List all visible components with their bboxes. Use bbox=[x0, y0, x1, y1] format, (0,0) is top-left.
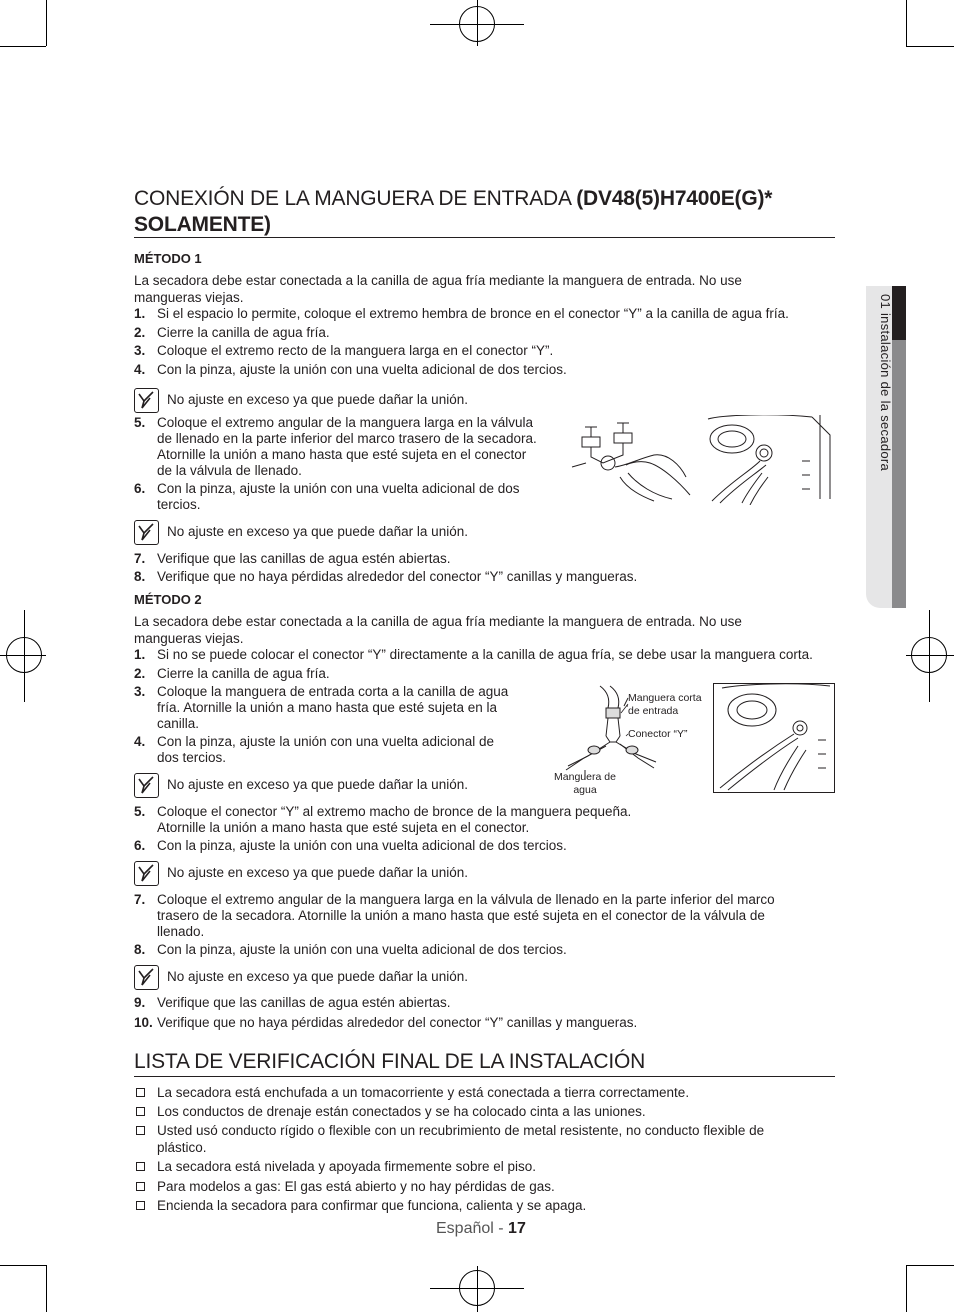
section-rule bbox=[134, 237, 835, 238]
caution-pencil-icon bbox=[134, 388, 159, 413]
side-tab-bar bbox=[892, 340, 906, 608]
crop-mark bbox=[46, 1265, 47, 1312]
page-number: Español - 17 bbox=[436, 1220, 526, 1237]
caution-pencil-icon bbox=[134, 773, 159, 798]
section-title-model: (DV48(5)H7400E(G)* bbox=[576, 187, 773, 210]
side-tab-marker bbox=[892, 286, 906, 340]
caution-pencil-icon bbox=[134, 520, 159, 545]
label-water-hose: Manguera de agua bbox=[554, 771, 616, 796]
label-short-hose: Manguera corta de entrada bbox=[628, 692, 702, 717]
checkbox-icon bbox=[136, 1201, 145, 1210]
checkbox-icon bbox=[136, 1182, 145, 1191]
side-tab-label: 01 instalación de la secadora bbox=[878, 294, 893, 472]
checkbox-icon bbox=[136, 1162, 145, 1171]
caution-pencil-icon bbox=[134, 965, 159, 990]
section-title bbox=[134, 186, 772, 212]
crop-mark bbox=[906, 1265, 907, 1312]
section-title-line2: SOLAMENTE) bbox=[134, 213, 271, 236]
label-y-connector: Conector “Y” bbox=[628, 728, 688, 740]
method2-heading: MÉTODO 2 bbox=[134, 592, 202, 607]
crop-mark bbox=[0, 46, 46, 47]
dryer-valve-boxed-illustration bbox=[713, 683, 835, 793]
method1-intro: La secadora debe estar conectada a la canilla de agua fría mediante la manguera de entrada. No use mangueras viejas. bbox=[134, 273, 742, 305]
checklist-title: LISTA DE VERIFICACIÓN FINAL DE LA INSTALACIÓN bbox=[134, 1050, 646, 1073]
crop-mark bbox=[906, 1265, 954, 1266]
crop-mark bbox=[906, 46, 954, 47]
checkbox-icon bbox=[136, 1126, 145, 1135]
section-title-plain: CONEXIÓN DE LA MANGUERA DE ENTRADA bbox=[134, 187, 577, 210]
method2-intro: La secadora debe estar conectada a la canilla de agua fría mediante la manguera de entrada. No use mangueras viejas. bbox=[134, 614, 742, 646]
checklist-rule bbox=[134, 1076, 835, 1077]
faucet-connection-illustration bbox=[568, 415, 694, 505]
crop-mark bbox=[46, 0, 47, 46]
crop-mark bbox=[906, 0, 907, 46]
dryer-valve-illustration bbox=[702, 415, 834, 505]
caution-pencil-icon bbox=[134, 861, 159, 886]
crop-mark bbox=[0, 1265, 46, 1266]
method1-heading: MÉTODO 1 bbox=[134, 251, 202, 266]
checkbox-icon bbox=[136, 1088, 145, 1097]
checkbox-icon bbox=[136, 1107, 145, 1116]
